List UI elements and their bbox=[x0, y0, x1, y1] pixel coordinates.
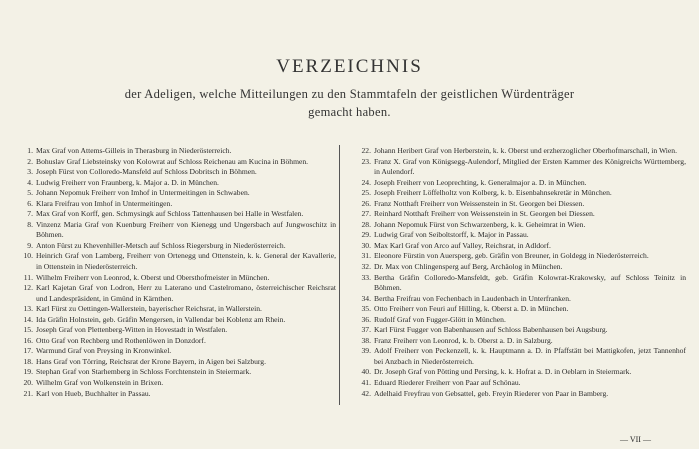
entry-text: Johann Nepomuk Fürst von Schwarzenberg, k. k. Geheimrat in Wien. bbox=[374, 219, 586, 229]
list-item bbox=[18, 188, 336, 199]
entry-text: Karl Fürst Fugger von Babenhausen auf Schloss Babenhausen bei Augsburg. bbox=[374, 325, 608, 335]
entry-number: 17. bbox=[23, 346, 33, 356]
list-item bbox=[18, 146, 336, 157]
list-item bbox=[356, 273, 686, 294]
entry-number: 32. bbox=[361, 262, 371, 272]
entry-number: 6. bbox=[27, 198, 33, 208]
entry-text: Joseph Fürst von Colloredo-Mansfeld auf Schloss Dobritsch in Böhmen. bbox=[36, 167, 257, 177]
entry-text: Hans Graf von Törring, Reichsrat der Krone Bayern, in Aigen bei Salzburg. bbox=[36, 356, 267, 366]
list-item bbox=[18, 389, 336, 400]
list-item bbox=[18, 336, 336, 347]
entry-text: Bertha Freifrau von Fechenbach in Laudenbach in Unterfranken. bbox=[374, 293, 571, 303]
list-item bbox=[18, 325, 336, 336]
list-item bbox=[356, 304, 686, 315]
list-item bbox=[356, 378, 686, 389]
entry-number: 24. bbox=[361, 177, 371, 187]
entry-text: Dr. Joseph Graf von Pötting und Persing, k. k. Hofrat a. D. in Oeblarn in Steiermark. bbox=[374, 367, 632, 377]
entry-text: Franz Freiherr von Leonrod, k. b. Oberst a. D. in Salzburg. bbox=[374, 335, 553, 345]
entry-number: 41. bbox=[361, 378, 371, 388]
list-item bbox=[18, 167, 336, 178]
list-item bbox=[356, 315, 686, 326]
entry-number: 39. bbox=[361, 346, 371, 356]
entry-number: 2. bbox=[27, 156, 33, 166]
entry-text: Warmund Graf von Preysing in Kronwinkel. bbox=[36, 346, 172, 356]
entry-text: Karl Fürst zu Oettingen-Wallerstein, bayerischer Reichsrat, in Wallerstein. bbox=[36, 304, 262, 314]
entry-text: Adolf Freiherr von Peckenzell, k. k. Hauptmann a. D. in Pfaffstätt bei Mattigkofen, jetzt Tannenhof bei Anzbach in Niederösterreich. bbox=[374, 346, 686, 366]
right-column-list bbox=[356, 146, 686, 399]
page-number: — VII — bbox=[620, 435, 651, 444]
entry-number: 27. bbox=[361, 209, 371, 219]
entry-number: 13. bbox=[23, 304, 33, 314]
entry-text: Adelhaid Freyfrau von Gebsattel, geb. Freyin Riederer von Paar in Bamberg. bbox=[374, 388, 609, 398]
entry-number: 14. bbox=[23, 314, 33, 324]
entry-number: 29. bbox=[361, 230, 371, 240]
list-item bbox=[356, 262, 686, 273]
entry-text: Bertha Gräfin Colloredo-Mansfeldt, geb. Gräfin Kolowrat-Krakowsky, auf Schloss Teinitz in Böhmen. bbox=[374, 272, 686, 293]
entry-number: 3. bbox=[27, 167, 33, 177]
entry-text: Bohuslav Graf Liebsteinsky von Kolowrat auf Schloss Reichenau am Kucina in Böhmen. bbox=[36, 156, 309, 166]
entry-number: 15. bbox=[23, 325, 33, 335]
list-item bbox=[356, 325, 686, 336]
entry-text: Wilhelm Graf von Wolkenstein in Brixen. bbox=[36, 378, 164, 388]
list-item bbox=[356, 188, 686, 199]
entry-number: 18. bbox=[23, 356, 33, 366]
entry-number: 19. bbox=[23, 367, 33, 377]
entry-text: Joseph Graf von Plettenberg-Witten in Hovestadt in Westfalen. bbox=[36, 325, 228, 335]
list-item bbox=[18, 241, 336, 252]
entry-number: 1. bbox=[27, 146, 33, 155]
entry-number: 25. bbox=[361, 188, 371, 198]
entry-text: Ludwig Graf von Seiboltstorff, k. Major in Passau. bbox=[374, 230, 529, 240]
entry-text: Wilhelm Freiherr von Leonrod, k. Oberst und Obersthofmeister in München. bbox=[36, 272, 270, 282]
list-item bbox=[356, 294, 686, 305]
entry-number: 28. bbox=[361, 219, 371, 229]
list-item bbox=[356, 389, 686, 400]
entry-number: 4. bbox=[27, 177, 33, 187]
entry-text: Anton Fürst zu Khevenhiller-Metsch auf Schloss Riegersburg in Niederösterreich. bbox=[36, 240, 286, 250]
list-item bbox=[356, 230, 686, 241]
entry-number: 8. bbox=[27, 219, 33, 229]
list-item bbox=[18, 220, 336, 241]
list-item bbox=[356, 241, 686, 252]
entry-text: Eduard Riederer Freiherr von Paar auf Schönau. bbox=[374, 378, 521, 388]
list-item bbox=[18, 251, 336, 272]
entry-number: 38. bbox=[361, 335, 371, 345]
entry-text: Eleonore Fürstin von Auersperg, geb. Gräfin von Breuner, in Goldegg in Niederösterreich. bbox=[374, 251, 649, 261]
entry-number: 10. bbox=[23, 251, 33, 261]
entry-number: 20. bbox=[23, 378, 33, 388]
list-item bbox=[18, 199, 336, 210]
list-item bbox=[356, 336, 686, 347]
list-item bbox=[18, 157, 336, 168]
entry-number: 30. bbox=[361, 240, 371, 250]
entry-text: Max Karl Graf von Arco auf Valley, Reichsrat, in Adldorf. bbox=[374, 240, 551, 250]
entry-text: Stephan Graf von Starhemberg in Schloss Forchtenstein in Steiermark. bbox=[36, 367, 252, 377]
entry-number: 34. bbox=[361, 293, 371, 303]
column-divider bbox=[339, 145, 340, 405]
entry-number: 9. bbox=[27, 240, 33, 250]
entry-number: 26. bbox=[361, 198, 371, 208]
left-column-list bbox=[18, 146, 336, 399]
page-title: VERZEICHNIS bbox=[276, 56, 423, 77]
entry-text: Ida Gräfin Holnstein, geb. Gräfin Mengersen, in Vallendar bei Koblenz am Rhein. bbox=[36, 314, 286, 324]
list-item bbox=[18, 315, 336, 326]
list-item bbox=[356, 146, 686, 157]
entry-number: 33. bbox=[361, 272, 371, 282]
list-item bbox=[18, 378, 336, 389]
list-item bbox=[18, 209, 336, 220]
entry-text: Max Graf von Korff, gen. Schmysingk auf Schloss Tattenhausen bei Halle in Westfalen. bbox=[36, 209, 304, 219]
entry-text: Joseph Freiherr von Leoprechting, k. Generalmajor a. D. in München. bbox=[374, 177, 587, 187]
list-item bbox=[18, 304, 336, 315]
entry-text: Otto Graf von Rechberg und Rothenlöwen in Donzdorf. bbox=[36, 335, 206, 345]
entry-text: Johann Heribert Graf von Herberstein, k. k. Oberst und erzherzoglicher Oberhofmarschall, in Wien. bbox=[374, 146, 677, 155]
list-item bbox=[356, 346, 686, 367]
entry-number: 37. bbox=[361, 325, 371, 335]
entry-text: Franz Notthaft Freiherr von Weissenstein in St. Georgen bei Diessen. bbox=[374, 198, 585, 208]
entry-text: Heinrich Graf von Lamberg, Freiherr von Ortenegg und Ottenstein, k. k. General der Kavallerie, in Ottenstein in Niederösterreich. bbox=[36, 251, 336, 272]
entry-number: 42. bbox=[361, 388, 371, 398]
entry-number: 40. bbox=[361, 367, 371, 377]
entry-text: Dr. Max von Chlingensperg auf Berg, Archäolog in München. bbox=[374, 262, 563, 272]
entry-text: Max Graf von Attems-Gilleis in Therasburg in Niederösterreich. bbox=[36, 146, 232, 155]
list-item bbox=[356, 157, 686, 178]
list-item bbox=[356, 199, 686, 210]
entry-text: Otto Freiherr von Feuri auf Hilling, k. Oberst a. D. in München. bbox=[374, 304, 569, 314]
entry-number: 36. bbox=[361, 314, 371, 324]
list-item bbox=[356, 220, 686, 231]
subtitle-line-2: gemacht haben. bbox=[308, 105, 391, 119]
list-item bbox=[18, 367, 336, 378]
list-item bbox=[356, 209, 686, 220]
entry-text: Rudolf Graf von Fugger-Glött in München. bbox=[374, 314, 506, 324]
entry-number: 11. bbox=[23, 272, 33, 282]
entry-number: 5. bbox=[27, 188, 33, 198]
list-item bbox=[18, 178, 336, 189]
entry-number: 31. bbox=[361, 251, 371, 261]
entry-number: 21. bbox=[23, 388, 33, 398]
entry-number: 23. bbox=[361, 156, 371, 166]
entry-text: Vinzenz Maria Graf von Kuenburg Freiherr von Kienegg und Ungersbach auf Jungwoschitz in Böhmen. bbox=[36, 219, 336, 240]
subtitle-line-1: der Adeligen, welche Mitteilungen zu den Stammtafeln der geistlichen Würdenträger bbox=[124, 87, 575, 101]
list-item bbox=[356, 367, 686, 378]
entry-text: Joseph Freiherr Löffelholtz von Kolberg, k. b. Eisenbahnsekretär in München. bbox=[374, 188, 612, 198]
list-item bbox=[18, 346, 336, 357]
list-item bbox=[18, 273, 336, 284]
entry-number: 12. bbox=[23, 283, 33, 293]
entry-number: 7. bbox=[27, 209, 33, 219]
entry-text: Klara Freifrau von Imhof in Untermeitingen. bbox=[36, 198, 173, 208]
list-item bbox=[18, 283, 336, 304]
entry-number: 22. bbox=[361, 146, 371, 155]
entry-number: 16. bbox=[23, 335, 33, 345]
list-item bbox=[356, 251, 686, 262]
list-item bbox=[356, 178, 686, 189]
entry-number: 35. bbox=[361, 304, 371, 314]
entry-text: Reinhard Notthaft Freiherr von Weissenstein in St. Georgen bei Diessen. bbox=[374, 209, 595, 219]
entry-text: Franz X. Graf von Königsegg-Aulendorf, Mitglied der Ersten Kammer des Königreichs Württemberg, in Aulendorf. bbox=[374, 156, 686, 177]
entry-text: Karl Kajetan Graf von Lodron, Herr zu Laterano und Castelromano, österreichischer Reichsrat und Landespräsident, in Gmünd in Kärnthen. bbox=[36, 283, 336, 303]
entry-text: Karl von Hueb, Buchhalter in Passau. bbox=[36, 388, 151, 398]
entry-text: Ludwig Freiherr von Fraunberg, k. Major a. D. in München. bbox=[36, 177, 219, 187]
list-item bbox=[18, 357, 336, 368]
entry-text: Johann Nepomuk Freiherr von Imhof in Untermeitingen in Schwaben. bbox=[36, 188, 250, 198]
